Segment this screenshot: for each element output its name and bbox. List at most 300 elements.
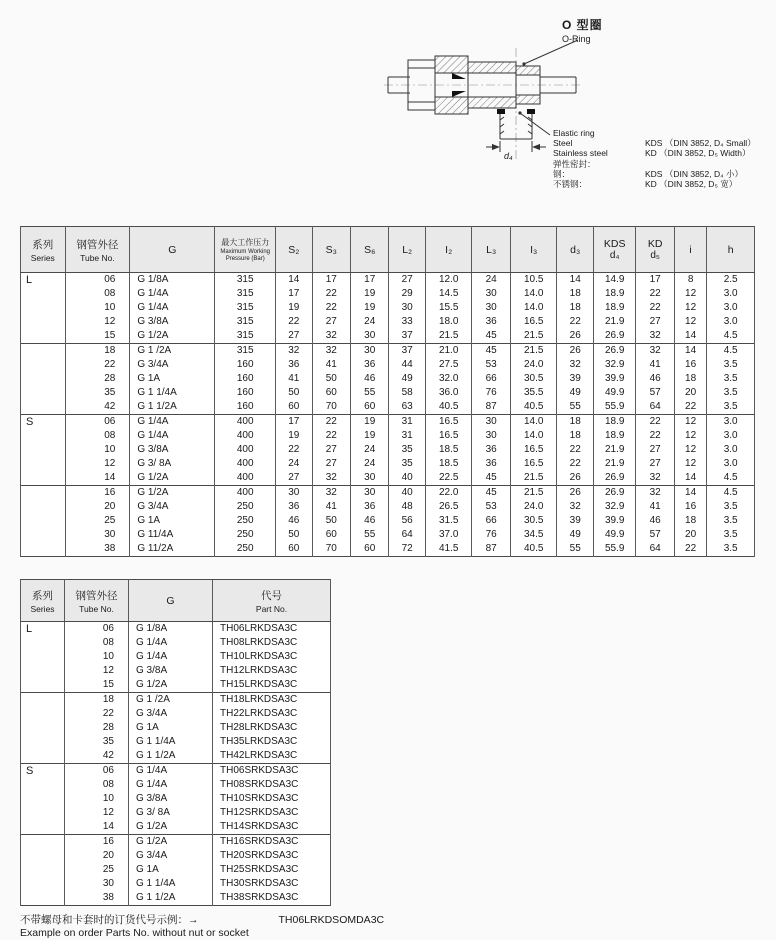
header-label: 系列 <box>32 589 53 602</box>
column-header <box>21 227 66 273</box>
table-cell: G 3/4A <box>129 707 213 721</box>
table-cell: 39 <box>557 372 593 386</box>
table-cell: 49 <box>557 386 593 400</box>
header-sublabel: Series <box>30 252 55 263</box>
table-cell: 12 <box>674 315 706 329</box>
table-cell: 21.5 <box>510 329 557 344</box>
legend-value: KDS （DIN 3852, D₄ Small） <box>645 138 756 149</box>
table-cell: 06 <box>65 415 130 430</box>
table-cell: TH12LRKDSA3C <box>213 664 331 678</box>
table-row <box>21 486 755 501</box>
table-cell: 72 <box>389 542 425 557</box>
table-cell: 56 <box>389 514 425 528</box>
table-cell: 49.9 <box>593 386 636 400</box>
table-cell: 87 <box>472 400 510 415</box>
series-cell: L <box>21 273 66 344</box>
table-cell: 18.9 <box>593 429 636 443</box>
table-cell: G 1/4A <box>130 415 215 430</box>
table-cell: G 1/4A <box>129 764 213 779</box>
table-cell: 31.5 <box>425 514 472 528</box>
table-row <box>21 301 755 315</box>
table-cell: 38 <box>65 542 130 557</box>
table-cell: 18.5 <box>425 443 472 457</box>
table-cell: 22 <box>557 457 593 471</box>
table-cell: 06 <box>65 764 129 779</box>
table-cell: 30 <box>472 415 510 430</box>
table-cell: 12 <box>674 415 706 430</box>
table-cell: G 1A <box>130 372 215 386</box>
table-cell: G 1/2A <box>130 471 215 486</box>
table-cell: 12 <box>674 429 706 443</box>
header-label: G <box>168 243 177 256</box>
table-cell: 40 <box>389 486 425 501</box>
table-row <box>21 372 755 386</box>
table-cell: TH08LRKDSA3C <box>213 636 331 650</box>
table-cell: 50 <box>276 528 312 542</box>
table-cell: 3.5 <box>707 372 755 386</box>
table-cell: 27 <box>276 471 312 486</box>
series-cell: S <box>21 415 66 486</box>
table-cell: TH35LRKDSA3C <box>213 735 331 749</box>
table-cell: 18 <box>557 429 593 443</box>
table-row <box>21 778 331 792</box>
table-row <box>21 650 331 664</box>
table-cell: 12 <box>674 457 706 471</box>
table-cell: 36 <box>276 358 312 372</box>
table-cell: G 1A <box>129 721 213 735</box>
table-cell: 32 <box>312 486 350 501</box>
table-cell: 35 <box>65 386 130 400</box>
table-cell: 3.5 <box>707 358 755 372</box>
header-sublabel: d₅ <box>650 250 660 261</box>
table-cell: TH06SRKDSA3C <box>213 764 331 779</box>
table-cell: 19 <box>276 301 312 315</box>
table-cell: 10 <box>65 301 130 315</box>
dimension-spec-table <box>20 226 755 557</box>
table-cell: 24 <box>350 443 388 457</box>
header-label: KD <box>647 238 663 250</box>
header-label: 系列 <box>32 238 54 251</box>
table-cell: 32 <box>636 329 674 344</box>
table-cell: 22.5 <box>425 471 472 486</box>
table-cell: G 3/ 8A <box>130 457 215 471</box>
table-cell: 55.9 <box>593 542 636 557</box>
table-cell: 18 <box>674 372 706 386</box>
header-sublabel: Maximum Working Pressure (Bar) <box>220 249 270 262</box>
table-cell: 27 <box>389 273 425 288</box>
table-cell: 21.5 <box>425 329 472 344</box>
table-cell: 4.5 <box>707 471 755 486</box>
table-row <box>21 457 755 471</box>
table-cell: 30 <box>472 301 510 315</box>
table-cell: 41 <box>636 358 674 372</box>
table-cell: 22 <box>65 358 130 372</box>
table-cell: 35 <box>389 443 425 457</box>
table-cell: TH20SRKDSA3C <box>213 849 331 863</box>
table-row <box>21 891 331 906</box>
table-cell: 16.5 <box>510 457 557 471</box>
header-label: 最大工作压力 <box>221 238 270 247</box>
table-cell: 35 <box>389 457 425 471</box>
table-cell: 30 <box>65 877 129 891</box>
table-cell: 39 <box>557 514 593 528</box>
table-cell: 18.9 <box>593 287 636 301</box>
table-cell: 3.5 <box>707 514 755 528</box>
table-cell: 46 <box>636 514 674 528</box>
table-cell: 37.0 <box>425 528 472 542</box>
d4-dimension-label: d₄ <box>504 151 513 161</box>
table-cell: 36 <box>472 457 510 471</box>
table-cell: G 1/2A <box>129 678 213 693</box>
part-number-table <box>20 579 331 906</box>
table-cell: 22 <box>557 443 593 457</box>
table-cell: 36 <box>276 500 312 514</box>
table-cell: 60 <box>276 400 312 415</box>
table-cell: 24 <box>350 315 388 329</box>
table-cell: 30 <box>276 486 312 501</box>
table-cell: 22 <box>276 443 312 457</box>
table-cell: G 1/4A <box>129 650 213 664</box>
part-table-body <box>21 622 331 906</box>
table-cell: 27 <box>636 443 674 457</box>
table-cell: TH25SRKDSA3C <box>213 863 331 877</box>
table-cell: 18.0 <box>425 315 472 329</box>
table-cell: 26 <box>557 471 593 486</box>
table-cell: 25 <box>65 514 130 528</box>
table-cell: G 1 1/2A <box>130 400 215 415</box>
table-cell: 76 <box>472 528 510 542</box>
header-sublabel: Tube No. <box>79 603 114 614</box>
table-cell: 3.0 <box>707 457 755 471</box>
table-cell: 21.0 <box>425 344 472 359</box>
table-cell: 28 <box>65 372 130 386</box>
header-sublabel: Part No. <box>255 603 288 614</box>
table-row <box>21 863 331 877</box>
column-header <box>130 227 215 273</box>
table-cell: 58 <box>389 386 425 400</box>
table-cell: 17 <box>276 287 312 301</box>
table-cell: 30 <box>472 429 510 443</box>
table-cell: 39.9 <box>593 514 636 528</box>
table-cell: TH28LRKDSA3C <box>213 721 331 735</box>
table-cell: 57 <box>636 386 674 400</box>
table-cell: 250 <box>215 528 276 542</box>
table-cell: 60 <box>276 542 312 557</box>
table-cell: 400 <box>215 429 276 443</box>
table-row <box>21 400 755 415</box>
series-cell <box>21 344 66 415</box>
table-cell: 14 <box>674 344 706 359</box>
table-cell: G 1/2A <box>129 835 213 850</box>
table-cell: 36 <box>472 443 510 457</box>
column-header <box>472 227 510 273</box>
table-cell: G 1/4A <box>130 429 215 443</box>
seal-type-legend <box>553 128 775 189</box>
table-cell: 41 <box>636 500 674 514</box>
column-header <box>213 580 331 622</box>
table-cell: 16 <box>65 486 130 501</box>
table-cell: 315 <box>215 329 276 344</box>
table-cell: 44 <box>389 358 425 372</box>
table-cell: TH08SRKDSA3C <box>213 778 331 792</box>
table-cell: 30 <box>350 344 388 359</box>
table-cell: 40 <box>389 471 425 486</box>
header-label: I₃ <box>530 243 538 256</box>
table-row <box>21 287 755 301</box>
table-cell: 48 <box>389 500 425 514</box>
series-cell: S <box>21 764 65 835</box>
table-cell: 2.5 <box>707 273 755 288</box>
table-cell: 20 <box>65 500 130 514</box>
table-cell: 22 <box>312 429 350 443</box>
table-cell: 46 <box>350 372 388 386</box>
table-cell: 50 <box>276 386 312 400</box>
table-cell: 46 <box>276 514 312 528</box>
column-header <box>65 580 129 622</box>
header-sublabel: Tube No. <box>80 252 115 263</box>
table-row <box>21 315 755 329</box>
table-cell: 21.9 <box>593 457 636 471</box>
table-cell: 12 <box>674 287 706 301</box>
table-cell: 4.5 <box>707 344 755 359</box>
table-cell: 3.5 <box>707 400 755 415</box>
table-cell: TH22LRKDSA3C <box>213 707 331 721</box>
table-cell: 12 <box>65 457 130 471</box>
table-cell: 250 <box>215 542 276 557</box>
table-cell: G 1 1/2A <box>129 749 213 764</box>
table-cell: 27 <box>312 457 350 471</box>
header-label: L₃ <box>486 243 497 256</box>
table-cell: 08 <box>65 429 130 443</box>
table-cell: 3.0 <box>707 301 755 315</box>
table-cell: 55 <box>350 386 388 400</box>
table-cell: 21.5 <box>510 486 557 501</box>
table-cell: 60 <box>312 386 350 400</box>
table-cell: 10 <box>65 443 130 457</box>
table-cell: 10 <box>65 650 129 664</box>
table-cell: 14.0 <box>510 415 557 430</box>
table-cell: 400 <box>215 443 276 457</box>
fitting-section-drawing <box>0 0 776 226</box>
table-cell: 27 <box>636 457 674 471</box>
table-cell: 22 <box>636 415 674 430</box>
table-row <box>21 849 331 863</box>
table-cell: 40.5 <box>510 542 557 557</box>
table-cell: 315 <box>215 344 276 359</box>
table-cell: 26.9 <box>593 344 636 359</box>
table-cell: 41.5 <box>425 542 472 557</box>
table-cell: TH14SRKDSA3C <box>213 820 331 835</box>
table-row <box>21 693 331 708</box>
table-row <box>21 749 331 764</box>
table-cell: 32 <box>312 471 350 486</box>
spec-table-body <box>21 273 755 557</box>
table-cell: 160 <box>215 400 276 415</box>
table-cell: 29 <box>389 287 425 301</box>
table-row <box>21 471 755 486</box>
table-cell: 17 <box>636 273 674 288</box>
table-cell: 30 <box>350 471 388 486</box>
table-cell: 160 <box>215 372 276 386</box>
table-cell: 31 <box>389 415 425 430</box>
table-cell: 30.5 <box>510 514 557 528</box>
table-cell: 14 <box>65 471 130 486</box>
column-header <box>276 227 312 273</box>
table-cell: 32 <box>312 344 350 359</box>
series-cell <box>21 835 65 906</box>
table-cell: G 3/8A <box>130 315 215 329</box>
header-label: I₂ <box>445 243 453 256</box>
legend-value <box>645 159 775 169</box>
table-cell: 315 <box>215 301 276 315</box>
table-cell: G 11/4A <box>130 528 215 542</box>
table-cell: 22 <box>276 315 312 329</box>
table-cell: 42 <box>65 400 130 415</box>
table-cell: G 3/8A <box>130 443 215 457</box>
header-sublabel: d₄ <box>609 250 620 261</box>
table-cell: 36 <box>350 358 388 372</box>
table-row <box>21 273 755 288</box>
table-cell: 22 <box>636 301 674 315</box>
table-cell: 08 <box>65 287 130 301</box>
table-cell: 60 <box>350 542 388 557</box>
legend-row <box>553 138 775 148</box>
table-cell: 22 <box>636 287 674 301</box>
table-cell: 3.0 <box>707 315 755 329</box>
table-cell: 49 <box>389 372 425 386</box>
series-cell <box>21 486 66 557</box>
table-cell: 20 <box>674 386 706 400</box>
table-row <box>21 500 755 514</box>
table-cell: TH06LRKDSA3C <box>213 622 331 637</box>
legend-label: 钢： <box>553 168 571 179</box>
table-cell: 32.9 <box>593 358 636 372</box>
table-cell: 38 <box>65 891 129 906</box>
table-cell: 400 <box>215 457 276 471</box>
table-cell: TH18LRKDSA3C <box>213 693 331 708</box>
table-cell: 60 <box>312 528 350 542</box>
table-cell: 19 <box>350 301 388 315</box>
table-cell: G 1/8A <box>130 273 215 288</box>
table-cell: 27 <box>636 315 674 329</box>
header-label: L₂ <box>402 243 413 256</box>
table-cell: 15 <box>65 329 130 344</box>
table-cell: 55 <box>557 400 593 415</box>
table-row <box>21 835 331 850</box>
table-cell: 400 <box>215 471 276 486</box>
column-header <box>389 227 425 273</box>
table-cell: 26 <box>557 344 593 359</box>
column-header <box>674 227 706 273</box>
table-cell: 16 <box>674 500 706 514</box>
table-cell: 64 <box>636 542 674 557</box>
table-cell: 22 <box>674 542 706 557</box>
table-cell: 70 <box>312 542 350 557</box>
table-cell: 33 <box>389 315 425 329</box>
table-cell: 27 <box>276 329 312 344</box>
table-cell: G 3/8A <box>129 664 213 678</box>
table-cell: 50 <box>312 372 350 386</box>
table-cell: 17 <box>276 415 312 430</box>
table-cell: 34.5 <box>510 528 557 542</box>
table-cell: 22.0 <box>425 486 472 501</box>
table-cell: TH12SRKDSA3C <box>213 806 331 820</box>
header-label: 钢管外径 <box>76 238 119 251</box>
table-row <box>21 429 755 443</box>
table-cell: 41 <box>312 500 350 514</box>
table-cell: 41 <box>276 372 312 386</box>
table-cell: 08 <box>65 636 129 650</box>
legend-row <box>553 169 775 179</box>
table-cell: 06 <box>65 622 129 637</box>
table-cell: 14 <box>674 471 706 486</box>
series-cell: L <box>21 622 65 693</box>
table-cell: 8 <box>674 273 706 288</box>
table-cell: 22 <box>65 707 129 721</box>
table-cell: 250 <box>215 514 276 528</box>
spec-table-head <box>21 227 755 273</box>
diagram-area <box>0 0 776 226</box>
table-cell: 18 <box>65 693 129 708</box>
legend-row <box>553 128 775 138</box>
legend-label: 弹性密封： <box>553 158 596 169</box>
table-cell: 22 <box>636 429 674 443</box>
header-label: S₆ <box>364 243 376 256</box>
header-label: d₃ <box>570 243 581 256</box>
table-cell: 14.0 <box>510 287 557 301</box>
table-cell: TH15LRKDSA3C <box>213 678 331 693</box>
table-cell: 32 <box>312 329 350 344</box>
table-cell: 30 <box>350 329 388 344</box>
table-cell: G 1 /2A <box>130 344 215 359</box>
table-cell: 16.5 <box>425 429 472 443</box>
table-cell: 53 <box>472 358 510 372</box>
table-cell: 14 <box>674 329 706 344</box>
column-header <box>312 227 350 273</box>
table-cell: 12 <box>674 301 706 315</box>
table-cell: 49.9 <box>593 528 636 542</box>
table-cell: 12.0 <box>425 273 472 288</box>
table-row <box>21 707 331 721</box>
table-cell: G 1/8A <box>129 622 213 637</box>
table-cell: 49 <box>557 528 593 542</box>
legend-value: KD （DIN 3852, D₅ 宽） <box>645 179 738 190</box>
table-cell: 315 <box>215 315 276 329</box>
table-cell: TH10SRKDSA3C <box>213 792 331 806</box>
table-cell: 27 <box>312 315 350 329</box>
table-cell: 22 <box>312 287 350 301</box>
table-cell: G 3/4A <box>129 849 213 863</box>
column-header <box>215 227 276 273</box>
header-label: KDS <box>603 238 626 250</box>
column-header <box>557 227 593 273</box>
table-cell: 45 <box>472 471 510 486</box>
legend-row <box>553 148 775 158</box>
table-cell: 17 <box>312 273 350 288</box>
table-cell: 14 <box>557 273 593 288</box>
table-cell: 16.5 <box>425 415 472 430</box>
table-row <box>21 636 331 650</box>
table-row <box>21 358 755 372</box>
header-label: h <box>727 243 734 256</box>
oring-label-en: O-Ring <box>562 34 591 44</box>
table-cell: 4.5 <box>707 486 755 501</box>
table-cell: G 3/ 8A <box>129 806 213 820</box>
table-cell: 32 <box>557 500 593 514</box>
table-row <box>21 443 755 457</box>
table-cell: 32 <box>636 486 674 501</box>
table-cell: 14.9 <box>593 273 636 288</box>
